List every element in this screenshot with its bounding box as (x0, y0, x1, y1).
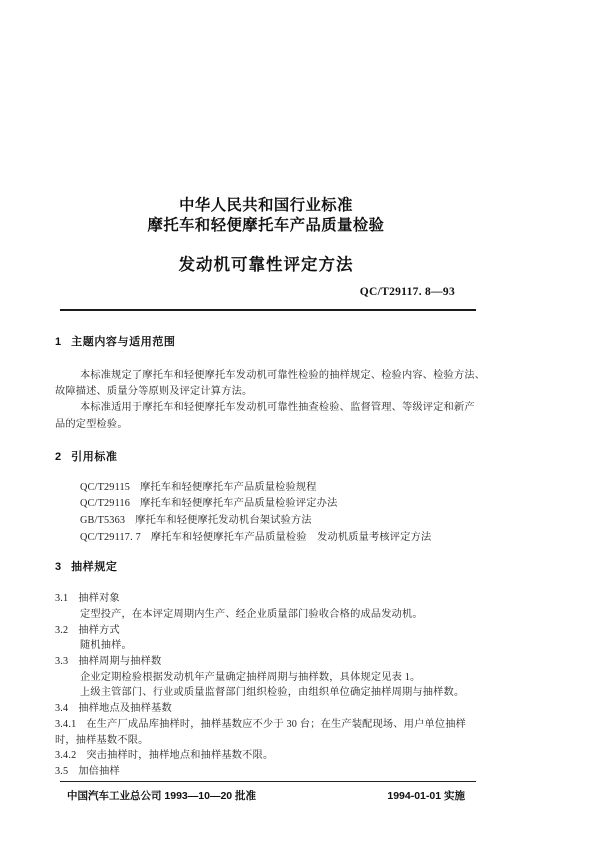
reference-code: QC/T29116 (80, 498, 131, 510)
reference-title: 摩托车和轻便摩托车产品质量检验规程 (140, 481, 317, 493)
clause-number: 3.3 (55, 656, 69, 667)
clause-line (55, 607, 477, 623)
reference-list (55, 480, 477, 546)
reference-title: 摩托车和轻便摩托车产品质量检验 发动机质量考核评定方法 (150, 531, 432, 543)
paragraph-line: 品的定型检验。 (55, 418, 128, 430)
clause-text: 随机抽样。 (80, 640, 132, 652)
section-3-heading (55, 560, 477, 574)
standard-code: QC/T29117. 8—93 (359, 286, 455, 298)
clause-number: 3.4.2 (55, 750, 77, 762)
clause-line (55, 591, 477, 607)
reference-title: 摩托车和轻便摩托发动机台架试验方法 (135, 515, 312, 526)
clause-number: 3.1 (55, 593, 69, 605)
doc-title-line-1: 中华人民共和国行业标准 (179, 197, 353, 214)
doc-subtitle: 发动机可靠性评定方法 (178, 256, 354, 274)
reference-code: GB/T5363 (80, 515, 126, 526)
section-2-heading (55, 450, 477, 464)
clause-text: 定型投产，在本评定周期内生产、经企业质量部门验收合格的成品发动机。 (80, 608, 423, 620)
clause-text: 在生产厂成品库抽样时，抽样基数应不少于 30 台；在生产装配现场、用户单位抽样 (86, 718, 467, 730)
section-3-number: 3 (55, 561, 62, 574)
approval-text: 中国汽车工业总公司 1993—10—20 批准 (67, 790, 257, 802)
section-2-number: 2 (55, 450, 62, 463)
reference-code: QC/T29117. 7 (80, 531, 141, 543)
clause-text: 抽样周期与抽样数 (78, 656, 162, 667)
clause-line (55, 748, 477, 764)
clause-text: 企业定期检验根据发动机年产量确定抽样周期与抽样数，具体规定见表 1。 (80, 671, 421, 683)
clause-line (55, 685, 477, 701)
clause-line (55, 733, 477, 749)
reference-code: QC/T29115 (80, 481, 131, 493)
section-3-title: 抽样规定 (71, 561, 118, 574)
header-rule (60, 309, 476, 311)
page-footer (55, 781, 477, 803)
reference-item (55, 480, 477, 497)
footer-row (55, 782, 477, 803)
clause-line (55, 670, 477, 686)
clause-line (55, 638, 477, 654)
section-2-title: 引用标准 (71, 450, 118, 463)
reference-item (55, 513, 477, 530)
clause-number: 3.4.1 (55, 718, 77, 730)
clause-text: 抽样方式 (78, 624, 120, 636)
clause-line (55, 654, 477, 670)
paragraph-line: 本标准适用于摩托车和轻便摩托车发动机可靠性抽查检验、监督管理、等级评定和新产 (80, 402, 475, 414)
clause-number: 3.5 (55, 765, 69, 777)
clause-line (55, 623, 477, 639)
paragraph-line: 本标准规定了摩托车和轻便摩托车发动机可靠性检验的抽样规定、检验内容、检验方法、 (80, 370, 486, 381)
clause-line (55, 701, 477, 717)
clause-text: 抽样地点及抽样基数 (78, 703, 172, 715)
clause-text: 时，抽样基数不限。 (55, 734, 149, 746)
reference-title: 摩托车和轻便摩托车产品质量检验评定办法 (140, 498, 338, 510)
clause-line (55, 764, 477, 780)
clause-text: 突击抽样时，抽样地点和抽样基数不限。 (86, 750, 274, 762)
doc-title-line-2: 摩托车和轻便摩托车产品质量检验 (147, 217, 385, 234)
clause-text: 加倍抽样 (78, 765, 120, 777)
paragraph-line: 故障描述、质量分等原则及评定计算方法。 (55, 386, 253, 398)
section-1-body (55, 368, 486, 433)
clause-text: 上级主管部门、行业或质量监督部门组织检验，由组织单位确定抽样周期与抽样数。 (80, 687, 465, 699)
clause-line (55, 717, 477, 733)
clause-list (55, 591, 477, 779)
clause-text: 抽样对象 (78, 593, 120, 605)
section-1-number: 1 (55, 336, 62, 348)
reference-item (55, 530, 477, 547)
clause-number: 3.2 (55, 624, 69, 636)
section-1-title: 主题内容与适用范围 (71, 336, 176, 348)
section-1-heading (55, 335, 477, 349)
clause-number: 3.4 (55, 703, 69, 715)
reference-item (55, 496, 477, 513)
implementation-date: 1994-01-01 实施 (387, 790, 465, 802)
